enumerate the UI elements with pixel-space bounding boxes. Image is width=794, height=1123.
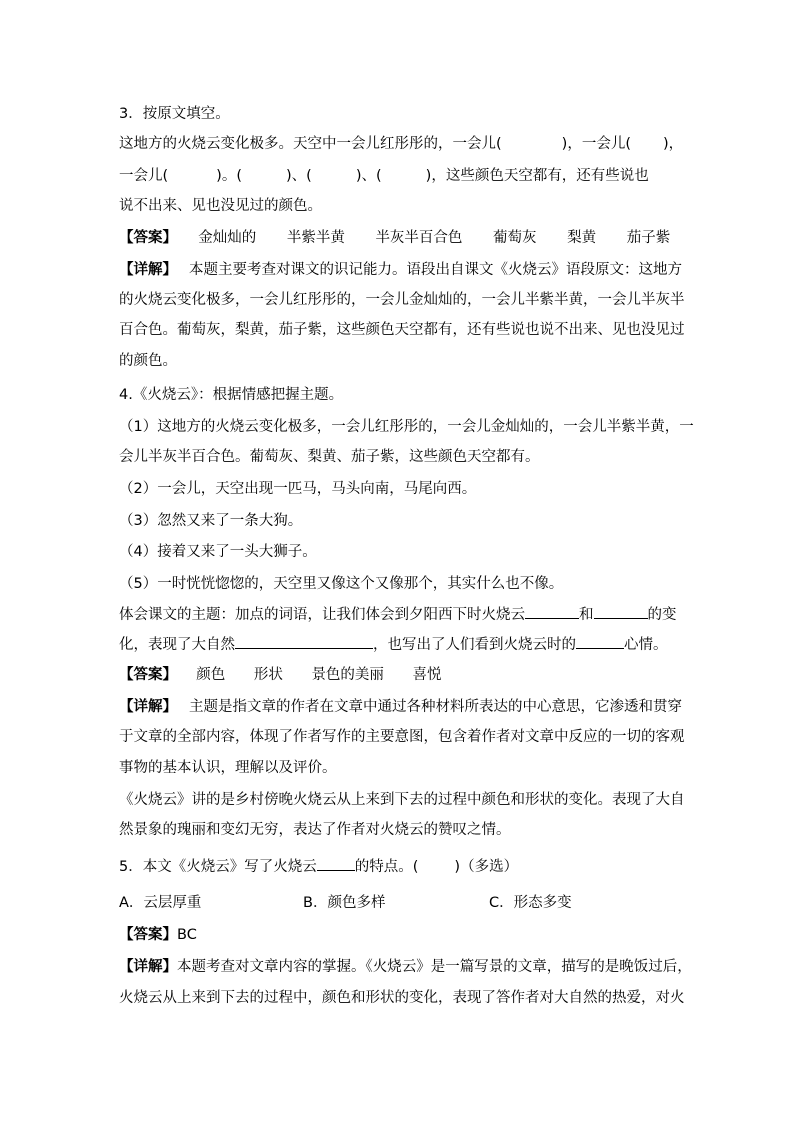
answer-item: 金灿灿的 bbox=[198, 230, 257, 246]
q4-text: 和 bbox=[579, 607, 594, 623]
fill-blank bbox=[317, 856, 355, 871]
fill-blank bbox=[525, 604, 579, 619]
q4-text: （2）一会儿，天空出现一匹马，马头向南，马尾向西。 bbox=[119, 481, 477, 497]
q3-answer bbox=[119, 229, 679, 247]
fill-blank bbox=[594, 604, 648, 619]
q3-text: )、( bbox=[355, 168, 382, 184]
q3-line-2 bbox=[119, 167, 679, 185]
detail-text: 的火烧云变化极多，一会儿红彤彤的，一会儿金灿灿的，一会儿半紫半黄，一会儿半灰半 bbox=[119, 292, 685, 308]
answer-tag: 【答案】 bbox=[119, 667, 177, 683]
q4-text: （5）一时恍恍惚惚的，天空里又像这个又像那个，其实什么也不像。 bbox=[119, 576, 564, 592]
q5-detail-2 bbox=[119, 989, 685, 1007]
answer-tag: 【答案】 bbox=[119, 927, 177, 943]
q4-title-text: 4.《火烧云》：根据情感把握主题。 bbox=[119, 387, 344, 403]
q4-para-3 bbox=[119, 512, 679, 530]
answer-item: 茄子紫 bbox=[626, 230, 671, 246]
q4-detail-2 bbox=[119, 728, 685, 746]
q5-options bbox=[119, 894, 679, 912]
detail-tag: 【详解】 bbox=[119, 262, 177, 278]
q3-detail-1 bbox=[119, 261, 682, 279]
option-b: B．颜色多样 bbox=[303, 895, 386, 911]
q3-text: 这地方的火烧云变化极多。天空中一会儿红彤彤的，一会儿( bbox=[119, 136, 502, 152]
q3-line-3 bbox=[119, 197, 679, 215]
q4-title bbox=[119, 386, 679, 404]
option-c: C．形态多变 bbox=[489, 895, 572, 911]
q4-detail-5 bbox=[119, 821, 679, 839]
q4-para-5 bbox=[119, 575, 679, 593]
q3-text: 说不出来、见也没见过的颜色。 bbox=[119, 198, 322, 214]
q3-detail-4 bbox=[119, 352, 679, 370]
q4-text: 的变 bbox=[647, 607, 677, 623]
q5-text: 5．本文《火烧云》写了火烧云 bbox=[119, 859, 317, 875]
q5-text: 的特点。( bbox=[354, 859, 419, 875]
q4-text: （3）忽然又来了一条大狗。 bbox=[119, 513, 303, 529]
q3-text: )，一会儿( bbox=[561, 136, 631, 152]
q4-text: 会儿半灰半百合色。葡萄灰、梨黄、茄子紫，这些颜色天空都有。 bbox=[119, 449, 540, 465]
fill-blank bbox=[235, 634, 373, 649]
q4-detail-4 bbox=[119, 791, 685, 809]
answer-item: 景色的美丽 bbox=[311, 667, 384, 683]
q4-text: 心情。 bbox=[624, 637, 668, 653]
q3-text: )、( bbox=[286, 168, 312, 184]
answer-item: 颜色 bbox=[196, 667, 226, 683]
answer-item: BC bbox=[177, 927, 197, 943]
answer-item: 喜悦 bbox=[412, 667, 442, 683]
q3-title-text: 3．按原文填空。 bbox=[119, 106, 230, 122]
answer-item: 梨黄 bbox=[567, 230, 597, 246]
detail-text: 火烧云从上来到下去的过程中，颜色和形状的变化，表现了答作者对大自然的热爱，对火 bbox=[119, 990, 685, 1006]
answer-item: 形状 bbox=[253, 667, 283, 683]
detail-text: 本题考查对文章内容的掌握。《火烧云》是一篇写景的文章，描写的是晚饭过后， bbox=[177, 959, 692, 975]
q4-para-4 bbox=[119, 543, 679, 561]
q4-theme-1 bbox=[119, 604, 679, 624]
answer-item: 葡萄灰 bbox=[493, 230, 537, 246]
q4-para-2 bbox=[119, 480, 679, 498]
q3-text: )。( bbox=[216, 168, 242, 184]
detail-text: 本题主要考查对课文的识记能力。语段出自课文《火烧云》语段原文：这地方 bbox=[189, 262, 682, 278]
q5-title bbox=[119, 856, 679, 876]
detail-text: 主题是指文章的作者在文章中通过各种材料所表达的中心意思，它渗透和贯穿 bbox=[189, 699, 682, 715]
q4-theme-2 bbox=[119, 634, 679, 654]
detail-text: 于文章的全部内容，体现了作者写作的主要意图，包含着作者对文章中反应的一切的客观 bbox=[119, 729, 685, 745]
q5-answer bbox=[119, 926, 679, 944]
answer-item: 半紫半黄 bbox=[286, 230, 345, 246]
q4-answer bbox=[119, 666, 679, 684]
q3-title bbox=[119, 105, 679, 123]
q3-detail-2 bbox=[119, 291, 685, 309]
q4-text: 体会课文的主题：加点的词语，让我们体会到夕阳西下时火烧云 bbox=[119, 607, 525, 623]
q4-para-1a bbox=[119, 418, 694, 436]
fill-blank bbox=[576, 634, 624, 649]
q4-detail-1 bbox=[119, 698, 682, 716]
q3-text: 一会儿( bbox=[119, 168, 169, 184]
q5-text: )（多选） bbox=[454, 859, 519, 875]
q4-para-1b bbox=[119, 448, 679, 466]
q5-detail-1 bbox=[119, 958, 692, 976]
q3-line-1 bbox=[119, 135, 684, 153]
answer-item: 半灰半百合色 bbox=[375, 230, 463, 246]
q3-text: )，这些颜色天空都有，还有些说也 bbox=[425, 168, 649, 184]
q3-detail-3 bbox=[119, 321, 685, 339]
q4-text: （1）这地方的火烧云变化极多，一会儿红彤彤的，一会儿金灿灿的，一会儿半紫半黄，一 bbox=[119, 419, 694, 435]
detail-text: 然景象的瑰丽和变幻无穷，表达了作者对火烧云的赞叹之情。 bbox=[119, 822, 511, 838]
detail-text: 《火烧云》讲的是乡村傍晚火烧云从上来到下去的过程中颜色和形状的变化。表现了大自 bbox=[119, 792, 685, 808]
answer-tag: 【答案】 bbox=[119, 230, 177, 246]
detail-tag: 【详解】 bbox=[119, 699, 177, 715]
q4-text: 化，表现了大自然 bbox=[119, 637, 235, 653]
q4-text: ，也写出了人们看到火烧云时的 bbox=[373, 637, 576, 653]
option-a: A．云层厚重 bbox=[119, 895, 202, 911]
q3-text: )， bbox=[662, 136, 684, 152]
q4-text: （4）接着又来了一头大狮子。 bbox=[119, 544, 317, 560]
detail-tag: 【详解】 bbox=[119, 959, 177, 975]
detail-text: 的颜色。 bbox=[119, 353, 177, 369]
detail-text: 百合色。葡萄灰，梨黄，茄子紫，这些颜色天空都有，还有些说也说不出来、见也没见过 bbox=[119, 322, 685, 338]
detail-text: 事物的基本认识，理解以及评价。 bbox=[119, 760, 337, 776]
q4-detail-3 bbox=[119, 759, 679, 777]
